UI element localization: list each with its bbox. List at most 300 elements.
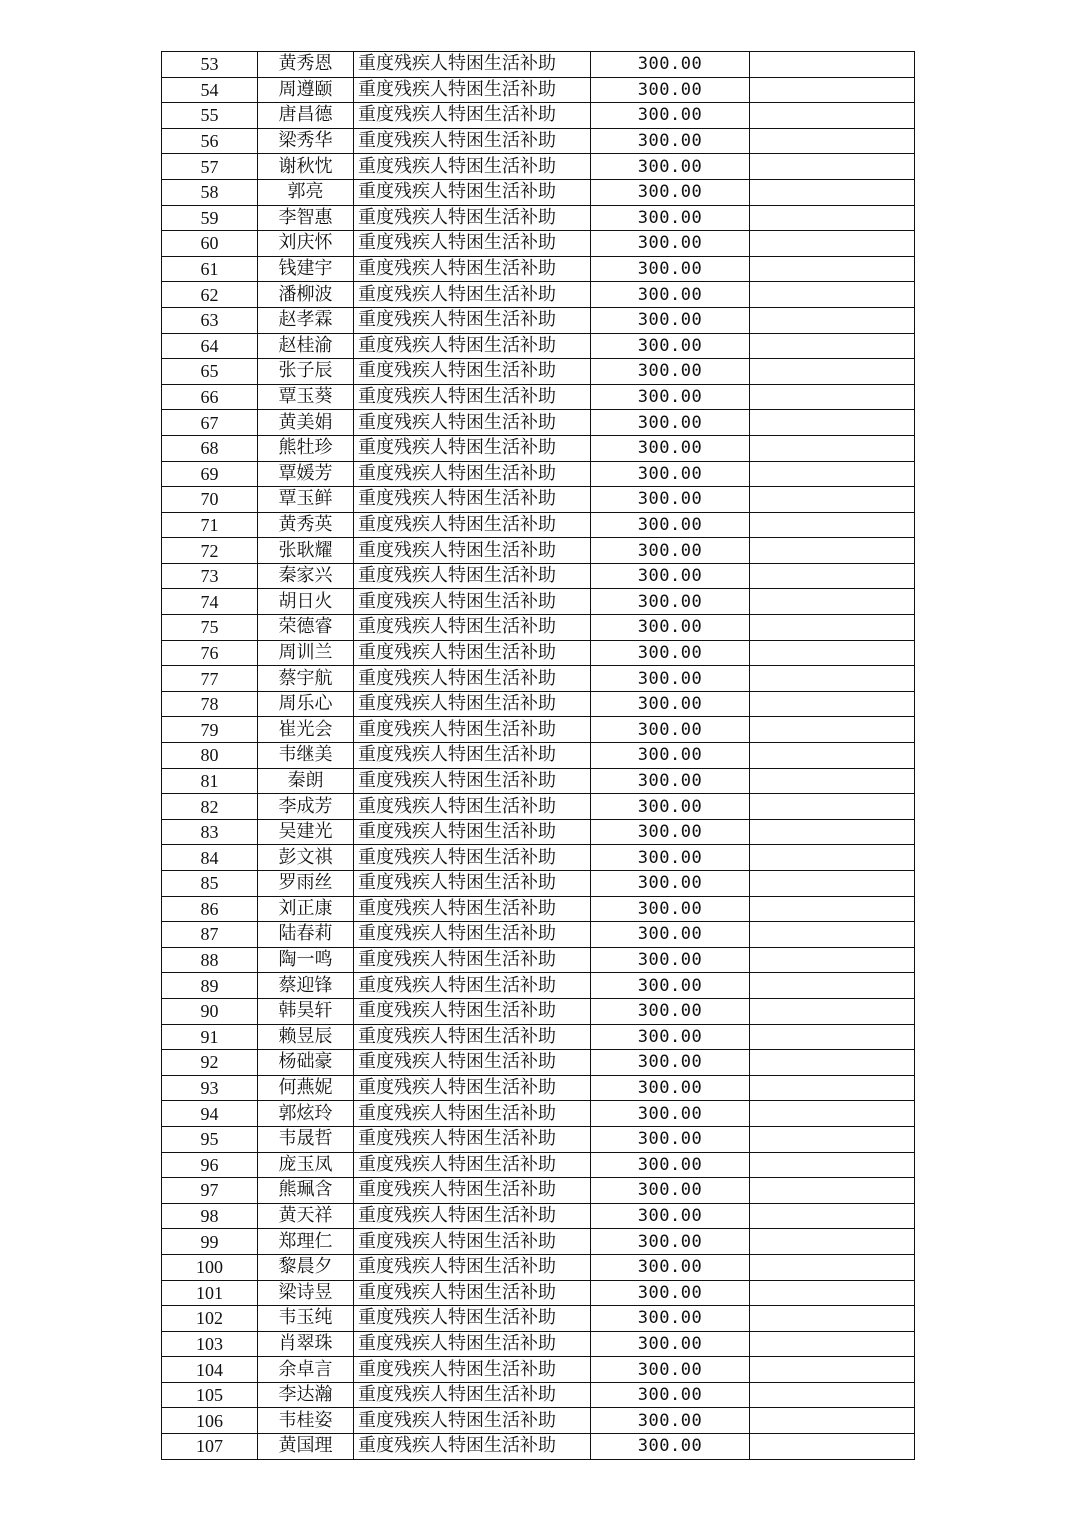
name-cell: 黎晨夕 <box>258 1254 354 1280</box>
row-number-cell: 64 <box>162 333 258 359</box>
row-number-cell: 71 <box>162 512 258 538</box>
subsidy-item-cell: 重度残疾人特困生活补助 <box>354 1434 591 1460</box>
name-cell: 黄秀英 <box>258 512 354 538</box>
table-row <box>162 1024 915 1050</box>
amount-cell: 300.00 <box>591 307 750 333</box>
remarks-cell <box>750 1101 915 1127</box>
subsidy-item-cell: 重度残疾人特困生活补助 <box>354 640 591 666</box>
row-number-cell: 66 <box>162 384 258 410</box>
name-cell: 庞玉凤 <box>258 1152 354 1178</box>
table-row <box>162 231 915 257</box>
amount-cell: 300.00 <box>591 154 750 180</box>
table-row <box>162 691 915 717</box>
table-row <box>162 896 915 922</box>
row-number-cell: 81 <box>162 768 258 794</box>
amount-cell: 300.00 <box>591 1075 750 1101</box>
subsidy-item-cell: 重度残疾人特困生活补助 <box>354 819 591 845</box>
subsidy-item-cell: 重度残疾人特困生活补助 <box>354 410 591 436</box>
table-row <box>162 998 915 1024</box>
row-number-cell: 93 <box>162 1075 258 1101</box>
name-cell: 杨础豪 <box>258 1050 354 1076</box>
table-row <box>162 922 915 948</box>
row-number-cell: 56 <box>162 128 258 154</box>
row-number-cell: 61 <box>162 256 258 282</box>
table-row <box>162 205 915 231</box>
subsidy-item-cell: 重度残疾人特困生活补助 <box>354 1101 591 1127</box>
subsidy-item-cell: 重度残疾人特困生活补助 <box>354 384 591 410</box>
amount-cell: 300.00 <box>591 1024 750 1050</box>
remarks-cell <box>750 922 915 948</box>
amount-cell: 300.00 <box>591 512 750 538</box>
row-number-cell: 75 <box>162 615 258 641</box>
remarks-cell <box>750 947 915 973</box>
subsidy-item-cell: 重度残疾人特困生活补助 <box>354 1152 591 1178</box>
amount-cell: 300.00 <box>591 563 750 589</box>
remarks-cell <box>750 128 915 154</box>
remarks-cell <box>750 384 915 410</box>
amount-cell: 300.00 <box>591 1331 750 1357</box>
amount-cell: 300.00 <box>591 1382 750 1408</box>
subsidy-item-cell: 重度残疾人特困生活补助 <box>354 1331 591 1357</box>
amount-cell: 300.00 <box>591 589 750 615</box>
subsidy-item-cell: 重度残疾人特困生活补助 <box>354 1024 591 1050</box>
amount-cell: 300.00 <box>591 410 750 436</box>
remarks-cell <box>750 1306 915 1332</box>
subsidy-item-cell: 重度残疾人特困生活补助 <box>354 922 591 948</box>
name-cell: 韩昊轩 <box>258 998 354 1024</box>
amount-cell: 300.00 <box>591 666 750 692</box>
row-number-cell: 79 <box>162 717 258 743</box>
name-cell: 张子辰 <box>258 359 354 385</box>
remarks-cell <box>750 691 915 717</box>
table-row <box>162 794 915 820</box>
subsidy-item-cell: 重度残疾人特困生活补助 <box>354 1229 591 1255</box>
remarks-cell <box>750 282 915 308</box>
amount-cell: 300.00 <box>591 333 750 359</box>
subsidy-item-cell: 重度残疾人特困生活补助 <box>354 1306 591 1332</box>
remarks-cell <box>750 615 915 641</box>
table-row <box>162 1178 915 1204</box>
row-number-cell: 65 <box>162 359 258 385</box>
table-row <box>162 512 915 538</box>
subsidy-item-cell: 重度残疾人特困生活补助 <box>354 333 591 359</box>
remarks-cell <box>750 103 915 129</box>
remarks-cell <box>750 487 915 513</box>
remarks-cell <box>750 1382 915 1408</box>
name-cell: 何燕妮 <box>258 1075 354 1101</box>
table-row <box>162 1126 915 1152</box>
table-row <box>162 1306 915 1332</box>
name-cell: 秦家兴 <box>258 563 354 589</box>
remarks-cell <box>750 1331 915 1357</box>
row-number-cell: 67 <box>162 410 258 436</box>
remarks-cell <box>750 52 915 78</box>
remarks-cell <box>750 1050 915 1076</box>
amount-cell: 300.00 <box>591 435 750 461</box>
amount-cell: 300.00 <box>591 717 750 743</box>
amount-cell: 300.00 <box>591 794 750 820</box>
row-number-cell: 86 <box>162 896 258 922</box>
table-row <box>162 1101 915 1127</box>
subsidy-item-cell: 重度残疾人特困生活补助 <box>354 871 591 897</box>
remarks-cell <box>750 461 915 487</box>
remarks-cell <box>750 1126 915 1152</box>
table-row <box>162 282 915 308</box>
subsidy-item-cell: 重度残疾人特困生活补助 <box>354 435 591 461</box>
name-cell: 覃媛芳 <box>258 461 354 487</box>
row-number-cell: 85 <box>162 871 258 897</box>
name-cell: 钱建宇 <box>258 256 354 282</box>
name-cell: 陶一鸣 <box>258 947 354 973</box>
name-cell: 蔡宇航 <box>258 666 354 692</box>
subsidy-item-cell: 重度残疾人特困生活补助 <box>354 512 591 538</box>
table-row <box>162 1434 915 1460</box>
subsidy-item-cell: 重度残疾人特困生活补助 <box>354 563 591 589</box>
remarks-cell <box>750 1254 915 1280</box>
name-cell: 黄美娟 <box>258 410 354 436</box>
row-number-cell: 87 <box>162 922 258 948</box>
row-number-cell: 96 <box>162 1152 258 1178</box>
table-row <box>162 1382 915 1408</box>
remarks-cell <box>750 1203 915 1229</box>
subsidy-item-cell: 重度残疾人特困生活补助 <box>354 794 591 820</box>
remarks-cell <box>750 896 915 922</box>
subsidy-item-cell: 重度残疾人特困生活补助 <box>354 1357 591 1383</box>
row-number-cell: 104 <box>162 1357 258 1383</box>
subsidy-item-cell: 重度残疾人特困生活补助 <box>354 1254 591 1280</box>
row-number-cell: 99 <box>162 1229 258 1255</box>
table-row <box>162 1280 915 1306</box>
name-cell: 吴建光 <box>258 819 354 845</box>
row-number-cell: 90 <box>162 998 258 1024</box>
name-cell: 周训兰 <box>258 640 354 666</box>
name-cell: 彭文祺 <box>258 845 354 871</box>
amount-cell: 300.00 <box>591 819 750 845</box>
name-cell: 荣德睿 <box>258 615 354 641</box>
amount-cell: 300.00 <box>591 52 750 78</box>
remarks-cell <box>750 205 915 231</box>
row-number-cell: 77 <box>162 666 258 692</box>
table-row <box>162 768 915 794</box>
subsidy-item-cell: 重度残疾人特困生活补助 <box>354 231 591 257</box>
row-number-cell: 89 <box>162 973 258 999</box>
subsidy-item-cell: 重度残疾人特困生活补助 <box>354 359 591 385</box>
table-row <box>162 640 915 666</box>
remarks-cell <box>750 1178 915 1204</box>
amount-cell: 300.00 <box>591 538 750 564</box>
amount-cell: 300.00 <box>591 384 750 410</box>
row-number-cell: 62 <box>162 282 258 308</box>
name-cell: 覃玉鲜 <box>258 487 354 513</box>
amount-cell: 300.00 <box>591 128 750 154</box>
name-cell: 韦桂姿 <box>258 1408 354 1434</box>
row-number-cell: 74 <box>162 589 258 615</box>
subsidy-item-cell: 重度残疾人特困生活补助 <box>354 947 591 973</box>
remarks-cell <box>750 871 915 897</box>
subsidy-item-cell: 重度残疾人特困生活补助 <box>354 205 591 231</box>
amount-cell: 300.00 <box>591 768 750 794</box>
name-cell: 熊珮含 <box>258 1178 354 1204</box>
amount-cell: 300.00 <box>591 691 750 717</box>
row-number-cell: 54 <box>162 77 258 103</box>
table-row <box>162 973 915 999</box>
row-number-cell: 78 <box>162 691 258 717</box>
amount-cell: 300.00 <box>591 179 750 205</box>
amount-cell: 300.00 <box>591 231 750 257</box>
remarks-cell <box>750 845 915 871</box>
amount-cell: 300.00 <box>591 1101 750 1127</box>
remarks-cell <box>750 512 915 538</box>
table-row <box>162 359 915 385</box>
table-row <box>162 103 915 129</box>
remarks-cell <box>750 307 915 333</box>
amount-cell: 300.00 <box>591 1254 750 1280</box>
row-number-cell: 72 <box>162 538 258 564</box>
amount-cell: 300.00 <box>591 282 750 308</box>
amount-cell: 300.00 <box>591 1152 750 1178</box>
table-row <box>162 1331 915 1357</box>
row-number-cell: 70 <box>162 487 258 513</box>
subsidy-item-cell: 重度残疾人特困生活补助 <box>354 1203 591 1229</box>
subsidy-item-cell: 重度残疾人特困生活补助 <box>354 1075 591 1101</box>
subsidy-item-cell: 重度残疾人特困生活补助 <box>354 973 591 999</box>
name-cell: 陆春莉 <box>258 922 354 948</box>
subsidy-item-cell: 重度残疾人特困生活补助 <box>354 998 591 1024</box>
table-row <box>162 743 915 769</box>
remarks-cell <box>750 1075 915 1101</box>
remarks-cell <box>750 589 915 615</box>
subsidy-item-cell: 重度残疾人特困生活补助 <box>354 179 591 205</box>
name-cell: 郑理仁 <box>258 1229 354 1255</box>
amount-cell: 300.00 <box>591 77 750 103</box>
amount-cell: 300.00 <box>591 743 750 769</box>
row-number-cell: 82 <box>162 794 258 820</box>
name-cell: 刘正康 <box>258 896 354 922</box>
name-cell: 黄天祥 <box>258 1203 354 1229</box>
amount-cell: 300.00 <box>591 1280 750 1306</box>
subsidy-item-cell: 重度残疾人特困生活补助 <box>354 666 591 692</box>
row-number-cell: 102 <box>162 1306 258 1332</box>
subsidy-item-cell: 重度残疾人特困生活补助 <box>354 77 591 103</box>
amount-cell: 300.00 <box>591 640 750 666</box>
amount-cell: 300.00 <box>591 1408 750 1434</box>
subsidy-item-cell: 重度残疾人特困生活补助 <box>354 256 591 282</box>
name-cell: 熊牡珍 <box>258 435 354 461</box>
row-number-cell: 94 <box>162 1101 258 1127</box>
name-cell: 郭亮 <box>258 179 354 205</box>
table-row <box>162 589 915 615</box>
name-cell: 赵孝霖 <box>258 307 354 333</box>
row-number-cell: 101 <box>162 1280 258 1306</box>
subsidy-item-cell: 重度残疾人特困生活补助 <box>354 461 591 487</box>
table-row <box>162 666 915 692</box>
row-number-cell: 105 <box>162 1382 258 1408</box>
subsidy-item-cell: 重度残疾人特困生活补助 <box>354 538 591 564</box>
table-row <box>162 845 915 871</box>
table-row <box>162 871 915 897</box>
amount-cell: 300.00 <box>591 1178 750 1204</box>
remarks-cell <box>750 333 915 359</box>
amount-cell: 300.00 <box>591 256 750 282</box>
name-cell: 覃玉葵 <box>258 384 354 410</box>
table-row <box>162 1254 915 1280</box>
subsidy-item-cell: 重度残疾人特困生活补助 <box>354 1126 591 1152</box>
table-row <box>162 487 915 513</box>
subsidy-item-cell: 重度残疾人特困生活补助 <box>354 1280 591 1306</box>
table-row <box>162 52 915 78</box>
subsidy-item-cell: 重度残疾人特困生活补助 <box>354 743 591 769</box>
row-number-cell: 100 <box>162 1254 258 1280</box>
name-cell: 黄国理 <box>258 1434 354 1460</box>
row-number-cell: 98 <box>162 1203 258 1229</box>
name-cell: 梁诗昱 <box>258 1280 354 1306</box>
remarks-cell <box>750 77 915 103</box>
row-number-cell: 97 <box>162 1178 258 1204</box>
amount-cell: 300.00 <box>591 615 750 641</box>
name-cell: 韦继美 <box>258 743 354 769</box>
remarks-cell <box>750 1280 915 1306</box>
table-row <box>162 256 915 282</box>
table-row <box>162 1075 915 1101</box>
subsidy-table <box>161 51 915 1460</box>
subsidy-item-cell: 重度残疾人特困生活补助 <box>354 1050 591 1076</box>
table-row <box>162 128 915 154</box>
row-number-cell: 83 <box>162 819 258 845</box>
row-number-cell: 107 <box>162 1434 258 1460</box>
name-cell: 秦朗 <box>258 768 354 794</box>
subsidy-item-cell: 重度残疾人特困生活补助 <box>354 1382 591 1408</box>
table-row <box>162 1050 915 1076</box>
subsidy-table-body <box>162 52 915 1460</box>
name-cell: 韦晟哲 <box>258 1126 354 1152</box>
table-row <box>162 384 915 410</box>
remarks-cell <box>750 359 915 385</box>
table-row <box>162 77 915 103</box>
remarks-cell <box>750 1434 915 1460</box>
amount-cell: 300.00 <box>591 1306 750 1332</box>
row-number-cell: 68 <box>162 435 258 461</box>
remarks-cell <box>750 819 915 845</box>
row-number-cell: 58 <box>162 179 258 205</box>
row-number-cell: 91 <box>162 1024 258 1050</box>
subsidy-item-cell: 重度残疾人特困生活补助 <box>354 615 591 641</box>
subsidy-item-cell: 重度残疾人特困生活补助 <box>354 487 591 513</box>
remarks-cell <box>750 410 915 436</box>
remarks-cell <box>750 179 915 205</box>
table-row <box>162 1152 915 1178</box>
remarks-cell <box>750 1229 915 1255</box>
name-cell: 谢秋忱 <box>258 154 354 180</box>
row-number-cell: 88 <box>162 947 258 973</box>
name-cell: 韦玉纯 <box>258 1306 354 1332</box>
row-number-cell: 76 <box>162 640 258 666</box>
amount-cell: 300.00 <box>591 1050 750 1076</box>
amount-cell: 300.00 <box>591 487 750 513</box>
row-number-cell: 103 <box>162 1331 258 1357</box>
name-cell: 蔡迎锋 <box>258 973 354 999</box>
subsidy-item-cell: 重度残疾人特困生活补助 <box>354 52 591 78</box>
remarks-cell <box>750 1357 915 1383</box>
row-number-cell: 60 <box>162 231 258 257</box>
table-row <box>162 333 915 359</box>
row-number-cell: 80 <box>162 743 258 769</box>
amount-cell: 300.00 <box>591 1229 750 1255</box>
row-number-cell: 95 <box>162 1126 258 1152</box>
table-row <box>162 154 915 180</box>
table-row <box>162 1408 915 1434</box>
row-number-cell: 63 <box>162 307 258 333</box>
amount-cell: 300.00 <box>591 461 750 487</box>
name-cell: 张耿耀 <box>258 538 354 564</box>
amount-cell: 300.00 <box>591 845 750 871</box>
amount-cell: 300.00 <box>591 973 750 999</box>
name-cell: 梁秀华 <box>258 128 354 154</box>
remarks-cell <box>750 1024 915 1050</box>
amount-cell: 300.00 <box>591 1434 750 1460</box>
amount-cell: 300.00 <box>591 998 750 1024</box>
table-row <box>162 461 915 487</box>
table-row <box>162 410 915 436</box>
row-number-cell: 106 <box>162 1408 258 1434</box>
row-number-cell: 69 <box>162 461 258 487</box>
row-number-cell: 73 <box>162 563 258 589</box>
row-number-cell: 53 <box>162 52 258 78</box>
remarks-cell <box>750 666 915 692</box>
subsidy-item-cell: 重度残疾人特困生活补助 <box>354 896 591 922</box>
amount-cell: 300.00 <box>591 947 750 973</box>
amount-cell: 300.00 <box>591 103 750 129</box>
remarks-cell <box>750 1152 915 1178</box>
name-cell: 李达瀚 <box>258 1382 354 1408</box>
name-cell: 肖翠珠 <box>258 1331 354 1357</box>
amount-cell: 300.00 <box>591 922 750 948</box>
table-row <box>162 563 915 589</box>
row-number-cell: 55 <box>162 103 258 129</box>
table-row <box>162 1203 915 1229</box>
subsidy-item-cell: 重度残疾人特困生活补助 <box>354 282 591 308</box>
remarks-cell <box>750 640 915 666</box>
remarks-cell <box>750 794 915 820</box>
name-cell: 余卓言 <box>258 1357 354 1383</box>
row-number-cell: 92 <box>162 1050 258 1076</box>
name-cell: 赵桂渝 <box>258 333 354 359</box>
row-number-cell: 59 <box>162 205 258 231</box>
name-cell: 刘庆怀 <box>258 231 354 257</box>
remarks-cell <box>750 743 915 769</box>
name-cell: 崔光会 <box>258 717 354 743</box>
subsidy-item-cell: 重度残疾人特困生活补助 <box>354 589 591 615</box>
name-cell: 周遵颐 <box>258 77 354 103</box>
amount-cell: 300.00 <box>591 1203 750 1229</box>
remarks-cell <box>750 973 915 999</box>
subsidy-item-cell: 重度残疾人特困生活补助 <box>354 1408 591 1434</box>
subsidy-item-cell: 重度残疾人特困生活补助 <box>354 154 591 180</box>
name-cell: 李智惠 <box>258 205 354 231</box>
amount-cell: 300.00 <box>591 1126 750 1152</box>
name-cell: 郭炫玲 <box>258 1101 354 1127</box>
name-cell: 周乐心 <box>258 691 354 717</box>
table-row <box>162 947 915 973</box>
remarks-cell <box>750 154 915 180</box>
name-cell: 赖昱辰 <box>258 1024 354 1050</box>
name-cell: 罗雨丝 <box>258 871 354 897</box>
subsidy-item-cell: 重度残疾人特困生活补助 <box>354 103 591 129</box>
name-cell: 唐昌德 <box>258 103 354 129</box>
name-cell: 李成芳 <box>258 794 354 820</box>
subsidy-item-cell: 重度残疾人特困生活补助 <box>354 717 591 743</box>
table-row <box>162 307 915 333</box>
row-number-cell: 57 <box>162 154 258 180</box>
